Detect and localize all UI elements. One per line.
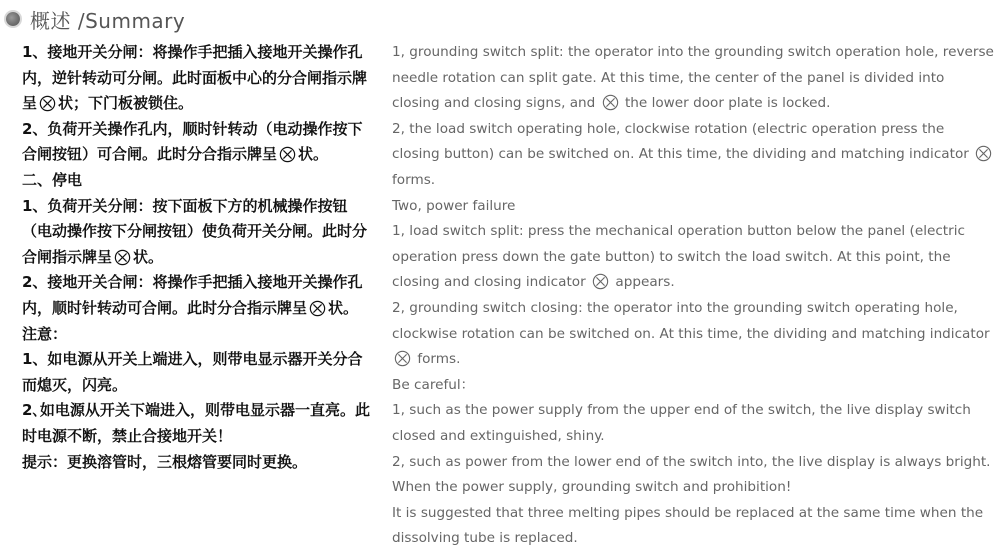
en-paragraph-9: It is suggested that three melting pipes should be replaced at the same time when the dissolving tube is replaced. [392,504,984,547]
en-p1-text-b: the lower door plate is locked. [624,95,831,112]
cn-p1-text-a: 1、接地开关分闸：将操作手把插入接地开关操作孔内，逆针转动可分闸。此时面板中心的分合闸指示牌呈 [22,43,368,113]
cn-p1-text-b: 状；下门板被锁住。 [58,94,194,113]
en-p4-text-b: appears. [615,274,675,291]
en-p5-text-b: forms. [417,351,461,368]
circled-x-icon [394,350,411,367]
en-p2-text-b: forms. [392,171,436,188]
cn-paragraph-3: 二、停电 [22,170,83,189]
en-p1-text-a: 1, grounding switch split: the operator into the grounding switch operation hole, reverse needle rotation can split gate. At this time, the center of the panel is divided into closing and closing signs, and [392,44,994,112]
en-p2-text-a: 2, the load switch operating hole, clockwise rotation (electric operation press the closing button) can be switched on. At this time, the dividing and matching indicator [392,120,969,163]
circle-bullet-icon [6,12,20,26]
cn-paragraph-1 [22,40,372,117]
circled-x-icon [602,94,619,111]
chinese-text-column [22,40,372,475]
cn-p5-text-b: 状。 [328,298,359,317]
en-paragraph-2 [392,117,996,194]
en-paragraph-8: 2, such as power from the lower end of the switch into, the live display is always bright. When the power supply, grounding switch and prohibition! [392,453,991,496]
en-p4-text-a: 1, load switch split: press the mechanical operation button below the panel (electric operation press down the gate button) to switch the load switch. At this point, the closing and closing indicator [392,223,965,291]
circled-x-icon [975,145,992,162]
cn-paragraph-5 [22,270,372,321]
section-title: 概述 /Summary [30,8,186,33]
cn-p4-text-a: 1、负荷开关分闸：按下面板下方的机械操作按钮（电动操作按下分闸按钮）使负荷开关分闸。此时分合闸指示牌呈 [22,196,368,266]
circled-x-icon [39,95,56,112]
cn-p2-text-a: 2、负荷开关操作孔内，顺时针转动（电动操作按下合闸按钮）可合闸。此时分合指示牌呈 [22,119,363,164]
english-text-column [392,40,996,552]
cn-paragraph-6: 注意： [22,324,68,343]
cn-paragraph-9: 提示：更换溶管时，三根熔管要同时更换。 [22,452,308,471]
cn-paragraph-7: 1、如电源从开关上端进入，则带电显示器开关分合而熄灭，闪亮。 [22,350,363,394]
en-paragraph-5 [392,296,996,373]
cn-p2-text-b: 状。 [298,145,329,164]
en-paragraph-1 [392,40,996,117]
en-paragraph-3: Two, power failure [392,197,516,214]
circled-x-icon [592,273,609,290]
cn-paragraph-8: 2､如电源从开关下端进入，则带电显示器一直亮。此时电源不断，禁止合接地开关！ [22,401,370,445]
circled-x-icon [114,249,131,266]
circled-x-icon [279,146,296,163]
cn-p5-text-a: 2、接地开关合闸：将操作手把插入接地开关操作孔内，顺时针转动可合闸。此时分合指示牌呈 [22,273,363,317]
en-p5-text-a: 2, grounding switch closing: the operator into the grounding switch operating hole, clockwise rotation can be switched on. At this time, the dividing and matching indicator [392,299,990,342]
cn-p4-text-b: 状。 [133,247,164,266]
circled-x-icon [309,300,326,317]
section-header [4,4,185,34]
en-paragraph-7: 1, such as the power supply from the upper end of the switch, the live display switch closed and extinguished, shiny. [392,402,971,444]
en-paragraph-4 [392,219,996,296]
cn-paragraph-4 [22,194,372,271]
cn-paragraph-2 [22,117,372,168]
en-paragraph-6: Be careful： [392,376,475,393]
